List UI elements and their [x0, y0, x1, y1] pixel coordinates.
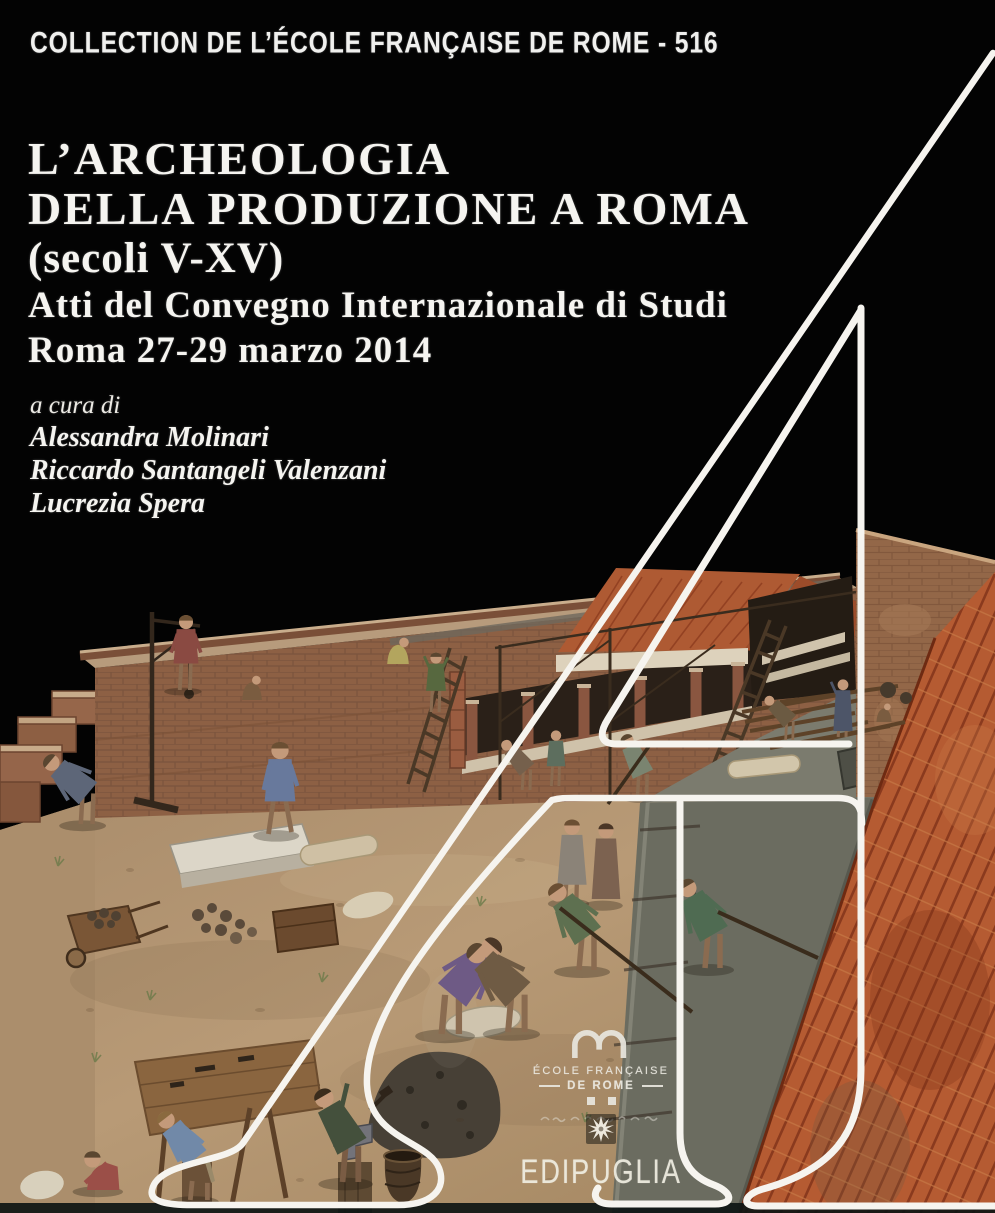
editor-name: Riccardo Santangeli Valenzani — [30, 455, 387, 486]
book-subtitle: (secoli V-XV) — [28, 235, 285, 282]
efr-feet-squares — [505, 1097, 697, 1105]
editor-name: Alessandra Molinari — [30, 422, 269, 453]
event-dates: Roma 27-29 marzo 2014 — [28, 330, 433, 371]
editor-name: Lucrezia Spera — [30, 488, 205, 519]
event-title: Atti del Convegno Internazionale di Studi — [28, 285, 728, 326]
edipuglia-name: EDIPUGLIA — [520, 1152, 682, 1191]
editors-label: a cura di — [30, 392, 121, 419]
edipuglia-logo — [505, 1114, 697, 1191]
title-block — [28, 134, 928, 373]
editors-block — [30, 390, 386, 520]
efr-name-line1: ÉCOLE FRANÇAISE — [532, 1065, 670, 1077]
efr-rule-right — [642, 1085, 663, 1087]
book-title-line2: DELLA PRODUZIONE A ROMA — [28, 183, 751, 234]
efr-name-line2: DE ROME — [567, 1080, 635, 1092]
series-title: COLLECTION DE L’ÉCOLE FRANÇAISE DE ROME - 516 — [30, 26, 719, 59]
edipuglia-star-icon — [586, 1114, 616, 1144]
efr-arches-icon — [569, 1030, 633, 1058]
efr-rule-left — [539, 1085, 560, 1087]
book-title-line1: L’ARCHEOLOGIA — [28, 133, 452, 184]
